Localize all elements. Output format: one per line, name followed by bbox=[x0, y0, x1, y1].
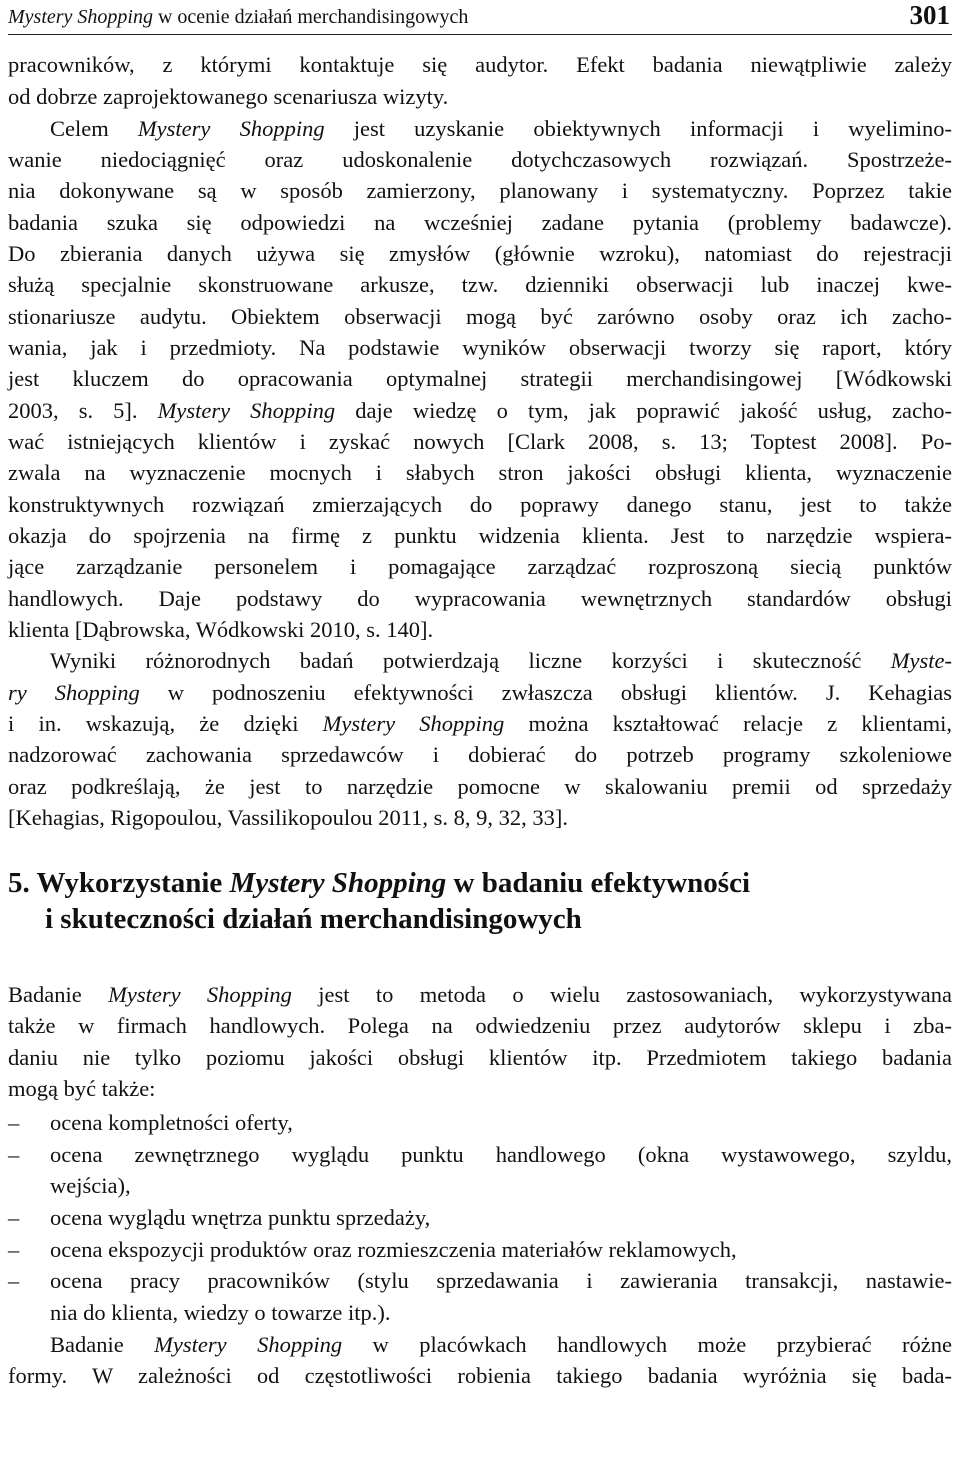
text-line: daniu nie tylko poziomu jakości obsługi klientów itp. Przedmiotem takiego badania bbox=[8, 1045, 952, 1070]
list-dash: – bbox=[8, 1142, 20, 1167]
text-line: [Kehagias, Rigopoulou, Vassilikopoulou 2011, s. 8, 9, 32, 33]. bbox=[8, 805, 568, 830]
text-line: Wyniki różnorodnych badań potwierdzają liczne korzyści i skuteczność Myste- bbox=[50, 648, 952, 673]
text-line: badania szuka się odpowiedzi na wcześniej zadane pytania (problemy badawcze). bbox=[8, 210, 952, 235]
running-header bbox=[8, 0, 952, 35]
section-heading: 5. Wykorzystanie Mystery Shopping w badaniu efektywności bbox=[8, 867, 751, 899]
list-item: ocena wyglądu wnętrza punktu sprzedaży, bbox=[50, 1205, 431, 1230]
list-dash: – bbox=[8, 1205, 20, 1230]
list-item-cont: wejścia), bbox=[50, 1173, 131, 1198]
list-item: ocena pracy pracowników (stylu sprzedawania i zawierania transakcji, nastawie- bbox=[50, 1268, 952, 1293]
text-line: mogą być także: bbox=[8, 1076, 156, 1101]
header-title-rest: w ocenie działań merchandisingowych bbox=[152, 6, 469, 28]
text-line: Badanie Mystery Shopping jest to metoda o wielu zastosowaniach, wykorzystywana bbox=[8, 982, 953, 1007]
text-line: nadzorować zachowania sprzedawców i dobierać do potrzeb programy szkoleniowe bbox=[8, 742, 952, 767]
text-line: handlowych. Daje podstawy do wypracowania wewnętrznych standardów obsługi bbox=[8, 586, 952, 611]
text-line: wania, jak i przedmioty. Na podstawie wyników obserwacji tworzy się raport, który bbox=[8, 335, 952, 360]
text-line: wanie niedociągnięć oraz udoskonalenie dotychczasowych rozwiązań. Spostrzeże- bbox=[8, 147, 952, 172]
text-line: jące zarządzanie personelem i pomagające zarządzać rozproszoną siecią punktów bbox=[8, 554, 952, 579]
text-line: wać istniejących klientów i zyskać nowych [Clark 2008, s. 13; Toptest 2008]. Po- bbox=[8, 429, 952, 454]
text-line: formy. W zależności od częstotliwości robienia takiego badania wyróżnia się bada- bbox=[8, 1363, 952, 1388]
text-line: jest kluczem do opracowania optymalnej strategii merchandisingowej [Wódkowski bbox=[8, 366, 952, 391]
text-line: klienta [Dąbrowska, Wódkowski 2010, s. 140]. bbox=[8, 617, 434, 642]
text-line: nia dokonywane są w sposób zamierzony, planowany i systematyczny. Poprzez takie bbox=[8, 178, 952, 203]
text-line: konstruktywnych rozwiązań zmierzających do poprawy danego stanu, jest to także bbox=[8, 492, 952, 517]
list-item-cont: nia do klienta, wiedzy o towarze itp.). bbox=[50, 1300, 391, 1325]
text-line: 2003, s. 5]. Mystery Shopping daje wiedzę o tym, jak poprawić jakość usług, zacho- bbox=[8, 398, 953, 423]
page-number: 301 bbox=[909, 0, 950, 30]
text-line: Celem Mystery Shopping jest uzyskanie obiektywnych informacji i wyelimino- bbox=[50, 116, 953, 141]
text-line: okazja do spojrzenia na firmę z punktu widzenia klienta. Jest to narzędzie wspiera- bbox=[8, 523, 952, 548]
header-title-italic: Mystery Shopping bbox=[8, 6, 153, 28]
text-line: i in. wskazują, że dzięki Mystery Shopping można kształtować relacje z klientami, bbox=[8, 711, 952, 736]
list-item: ocena kompletności oferty, bbox=[50, 1110, 293, 1135]
text-line: służą specjalnie skonstruowane arkusze, tzw. dzienniki obserwacji lub inaczej kwe- bbox=[8, 272, 952, 297]
list-dash: – bbox=[8, 1237, 20, 1262]
text-line: stionariusze audytu. Obiektem obserwacji mogą być zarówno osoby oraz ich zacho- bbox=[8, 304, 952, 329]
list-item: ocena zewnętrznego wyglądu punktu handlowego (okna wystawowego, szyldu, bbox=[50, 1142, 952, 1167]
text-line: pracowników, z którymi kontaktuje się audytor. Efekt badania niewątpliwie zależy bbox=[8, 52, 952, 77]
text-line: od dobrze zaprojektowanego scenariusza wizyty. bbox=[8, 84, 449, 109]
running-header-title bbox=[8, 6, 468, 29]
text-line: ry Shopping w podnoszeniu efektywności zwłaszcza obsługi klientów. J. Kehagias bbox=[8, 680, 952, 705]
list-item: ocena ekspozycji produktów oraz rozmieszczenia materiałów reklamowych, bbox=[50, 1237, 737, 1262]
text-line: Badanie Mystery Shopping w placówkach handlowych może przybierać różne bbox=[50, 1332, 953, 1357]
list-dash: – bbox=[8, 1110, 20, 1135]
text-line: także w firmach handlowych. Polega na odwiedzeniu przez audytorów sklepu i zba- bbox=[8, 1013, 952, 1038]
text-line: zwala na wyznaczenie mocnych i słabych stron jakości obsługi klienta, wyznaczenie bbox=[8, 460, 952, 485]
text-line: oraz podkreślają, że jest to narzędzie pomocne w skalowaniu premii od sprzedaży bbox=[8, 774, 952, 799]
section-heading-line2: i skuteczności działań merchandisingowych bbox=[45, 903, 582, 935]
text-line: Do zbierania danych używa się zmysłów (głównie wzroku), natomiast do rejestracji bbox=[8, 241, 952, 266]
list-dash: – bbox=[8, 1268, 20, 1293]
